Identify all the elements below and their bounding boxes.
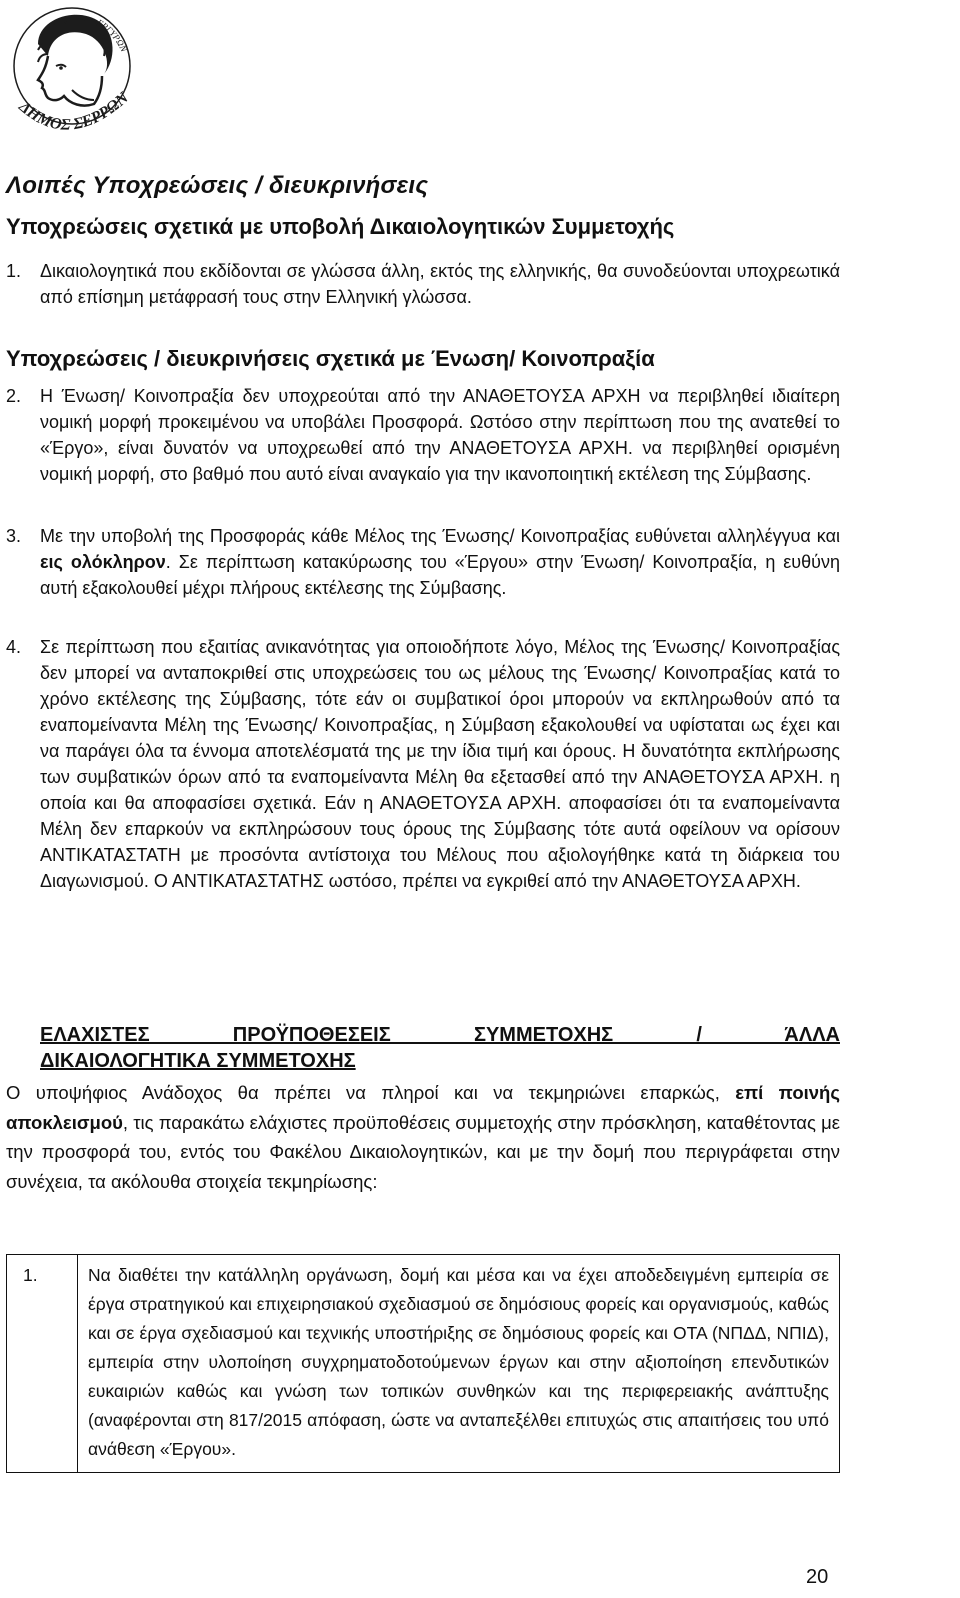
list-item (6, 258, 840, 310)
list-item-text: Δικαιολογητικά που εκδίδονται σε γλώσσα άλλη, εκτός της ελληνικής, θα συνοδεύονται υποχρεωτικά από επίσημη μετάφρασή τους στην Ελληνική γλώσσα. (40, 261, 840, 307)
table-cell-text: Να διαθέτει την κατάλληλη οργάνωση, δομή και μέσα και να έχει αποδεδειγμένη εμπειρία σε έργα στρατηγικού και επιχειρησιακού σχεδιασμού σε δημόσιους φορείς και οργανισμούς, καθώς και σε έργα σχεδιασμού και τεχνικής υποστήριξης σε δημόσιους φορείς και ΟΤΑ (ΝΠΔΔ, ΝΠΙΔ), εμπειρία στην υλοποίηση συγχρηματοδοτούμενων έργων και στην αξιοποίηση επενδυτικών ευκαιριών καθώς και γνώση των τοπικών συνθηκών και της περιφερειακής ανάπτυξης (αναφέρονται στη 817/2015 απόφαση, ώστε να ανταπεξέλθει επιτυχώς στις απαιτήσεις του υπό ανάθεση «Έργου». (78, 1255, 840, 1473)
logo-text-bottom: ΔΗΜΟΣ ΣΕΡΡΩΝ (15, 89, 133, 134)
section-heading-line1: ΕΛΑΧΙΣΤΕΣ ΠΡΟΫΠΟΘΕΣΕΙΣ ΣΥΜΜΕΤΟΧΗΣ / ΆΛΛΑ (40, 1024, 840, 1046)
list-item (6, 634, 840, 894)
heading-documents-obligations: Υποχρεώσεις σχετικά με υποβολή Δικαιολογητικών Συμμετοχής (6, 214, 675, 239)
list-item-number: 1. (6, 261, 22, 281)
list-item-emphasis: εις ολόκληρον (40, 552, 166, 572)
list-item (6, 523, 840, 601)
list-item-text: Η Ένωση/ Κοινοπραξία δεν υποχρεούται από την ΑΝΑΘΕΤΟΥΣΑ ΑΡΧΗ να περιβληθεί ιδιαίτερη νομική μορφή προκειμένου να υποβάλει Προσφορά. Ωστόσο στην περίπτωση που της ανατεθεί το «Έργο», είναι δυνατόν να υποχρεωθεί από την ΑΝΑΘΕΤΟΥΣΑ ΑΡΧΗ. να περιβληθεί ορισμένη νομική μορφή, στο βαθμό που αυτό είναι αναγκαίο για την ικανοποιητική εκτέλεση της Σύμβασης. (40, 386, 840, 484)
list-item-text: Σε περίπτωση που εξαιτίας ανικανότητας για οποιοδήποτε λόγο, Μέλος της Ένωσης/ Κοινοπραξίας δεν μπορεί να ανταποκριθεί στις υποχρεώσεις του ως μέλους της Ένωσης/ Κοινοπραξίας κατά το χρόνο εκτέλεσης της Σύμβασης, τότε εάν οι συμβατικοί όροι μπορούν να εκπληρωθούν από τα εναπομείναντα Μέλη της Ένωσης/ Κοινοπραξίας, η Σύμβαση εξακολουθεί να υφίσταται ως έχει και να παράγει όλα τα έννομα αποτελέσματά της με την ίδια τιμή και όρους. Η δυνατότητα εκπλήρωσης των συμβατικών όρων από τα εναπομείναντα Μέλη θα εξετασθεί από την ΑΝΑΘΕΤΟΥΣΑ ΑΡΧΗ. η οποία και θα αποφασίσει σχετικά. Εάν η ΑΝΑΘΕΤΟΥΣΑ ΑΡΧΗ. αποφασίσει ότι τα εναπομείναντα Μέλη δεν επαρκούν να εκπληρώσουν τους όρους της Σύμβασης τότε αυτά οφείλουν να ορίσουν ΑΝΤΙΚΑΤΑΣΤΑΤΗ με προσόντα αντίστοιχα του Μέλους που αξιολογήθηκε κατά τη διάρκεια του Διαγωνισμού. Ο ΑΝΤΙΚΑΤΑΣΤΑΤΗΣ ωστόσο, πρέπει να εγκριθεί από την ΑΝΑΘΕΤΟΥΣΑ ΑΡΧΗ. (40, 637, 840, 891)
svg-text:ΔΗΜΟΣ ΣΕΡΡΩΝ (15, 88, 133, 133)
page-number: 20 (806, 1566, 829, 1588)
requirements-table (6, 1254, 840, 1473)
intro-text-part: Ο υποψήφιος Ανάδοχος θα πρέπει να πληροί και να τεκμηριώνει επαρκώς, (6, 1082, 736, 1103)
section-heading-line2: ΔΙΚΑΙΟΛΟΓΗΤΙΚΑ ΣΥΜΜΕΤΟΧΗΣ (40, 1050, 356, 1072)
list-item (6, 383, 840, 487)
logo-text-side: ΕΡΓΥΡΩΝ (95, 17, 130, 54)
list-item-text-part: Με την υποβολή της Προσφοράς κάθε Μέλος της Ένωσης/ Κοινοπραξίας ευθύνεται αλληλέγγυα και (40, 526, 840, 546)
list-item-text (40, 523, 840, 601)
list-item-number: 2. (6, 386, 22, 406)
intro-paragraph (6, 1078, 840, 1196)
list-item-number: 4. (6, 637, 22, 657)
section-heading (40, 1022, 840, 1074)
table-cell-number: 1. (7, 1255, 78, 1473)
heading-other-obligations: Λοιπές Υποχρεώσεις / διευκρινήσεις (6, 172, 429, 199)
intro-emphasis: επί ποινής αποκλεισμού (6, 1082, 840, 1133)
heading-consortium-obligations: Υποχρεώσεις / διευκρινήσεις σχετικά με Ένωση/ Κοινοπραξία (6, 346, 655, 371)
municipality-logo (8, 4, 138, 152)
list-item-text-part: . Σε περίπτωση κατακύρωσης του «Έργου» στην Ένωση/ Κοινοπραξία, η ευθύνη αυτή εξακολουθεί μέχρι πλήρους εκτέλεσης της Σύμβασης. (40, 552, 840, 598)
intro-text-part: , τις παρακάτω ελάχιστες προϋποθέσεις συμμετοχής στην πρόσκληση, καταθέτοντας με την προσφορά του, εντός του Φακέλου Δικαιολογητικών, και με την δομή που περιγράφεται στην συνέχεια, τα ακόλουθα στοιχεία τεκμηρίωσης: (6, 1111, 840, 1192)
table-row (7, 1255, 840, 1473)
list-item-number: 3. (6, 526, 22, 546)
